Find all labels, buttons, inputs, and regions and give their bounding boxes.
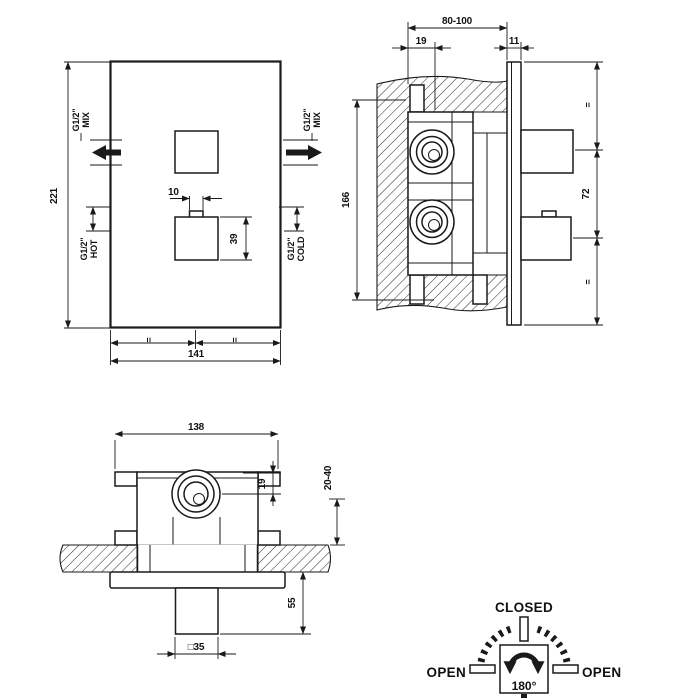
hot-inlet (79, 207, 111, 260)
bottom-view (60, 422, 345, 659)
wall-strip-left (60, 545, 137, 572)
cold-thread-label: G1/2" (286, 237, 296, 261)
equal-mark-bottom: = (583, 279, 593, 285)
hot-label: HOT (89, 239, 99, 259)
trim-plate-side (507, 62, 521, 325)
dim-handle-spacing (524, 62, 603, 325)
open-position-tick-right (553, 665, 578, 673)
wall-opening (138, 545, 257, 573)
dim-box-width-label: 138 (187, 422, 205, 433)
side-section-view (341, 16, 603, 325)
front-view (49, 62, 322, 366)
upper-handle-front (175, 131, 218, 173)
dim-box-width (115, 422, 278, 469)
spout-stub (176, 588, 219, 634)
closed-label: CLOSED (494, 600, 554, 615)
trim-plate-bottom (110, 572, 285, 588)
equal-mark-left: = (144, 337, 154, 343)
trim-plate-front (111, 62, 281, 328)
mix-right-label: MIX (312, 112, 322, 128)
cold-inlet (279, 207, 306, 261)
dim-wall-depth-range (323, 465, 345, 545)
open-left-label: OPEN (426, 665, 466, 680)
mounting-ear-top-left (115, 472, 137, 486)
mounting-ear-bottom-right (258, 531, 280, 545)
dim-spout-size (157, 637, 236, 659)
dim-handle-tab-label: 10 (168, 187, 179, 198)
rotation-indicator (427, 600, 622, 698)
dim-handle-spacing-label: 72 (581, 188, 592, 200)
equal-mark-right: = (230, 337, 240, 343)
open-right-label: OPEN (582, 665, 622, 680)
dim-front-width (111, 330, 281, 365)
mix-left-label: MIX (81, 112, 91, 128)
outlet-port (172, 470, 220, 518)
dim-plate-thickness-label: 11 (508, 36, 520, 47)
upper-cartridge (410, 130, 454, 174)
angle-label: 180° (511, 679, 537, 693)
mix-right-thread-label: G1/2" (302, 108, 312, 132)
dim-box-protrusion-label: 19 (415, 36, 427, 47)
mounting-ear-bottom-left (115, 531, 137, 545)
dim-plate-thickness (494, 36, 534, 60)
mix-flow-arrow-right (286, 145, 322, 160)
handle-square-mark (521, 694, 527, 698)
cold-label: COLD (296, 236, 306, 262)
dim-front-height (49, 62, 110, 328)
dim-port-offset-label: 19 (257, 478, 268, 490)
lower-handle-front (175, 217, 218, 260)
dim-box-height-label: 166 (341, 191, 352, 209)
mounting-foot-front (473, 275, 487, 304)
lower-knob-tab-side (542, 211, 556, 217)
lower-cartridge (410, 200, 454, 244)
open-position-tick-left (470, 665, 495, 673)
dim-spout-length-label: 55 (287, 597, 298, 609)
equal-mark-top: = (583, 102, 593, 108)
dim-spout-size-label: □35 (187, 642, 205, 653)
dim-front-height-label: 221 (49, 187, 60, 205)
dim-front-width-label: 141 (187, 349, 205, 360)
dim-depth-range-label: 80-100 (442, 16, 472, 27)
lower-knob-side (521, 217, 571, 260)
mix-left-thread-label: G1/2" (71, 108, 81, 132)
dim-depth-range (408, 16, 507, 84)
wall-strip-right (258, 545, 331, 572)
mix-outlet-right (283, 109, 322, 165)
closed-position-tick (520, 617, 528, 641)
hot-thread-label: G1/2" (79, 237, 89, 261)
dim-handle-size-label: 39 (229, 233, 240, 245)
dim-wall-depth-range-label: 20-40 (323, 465, 334, 491)
mounting-foot-top (410, 85, 424, 112)
upper-knob-side (521, 130, 573, 173)
